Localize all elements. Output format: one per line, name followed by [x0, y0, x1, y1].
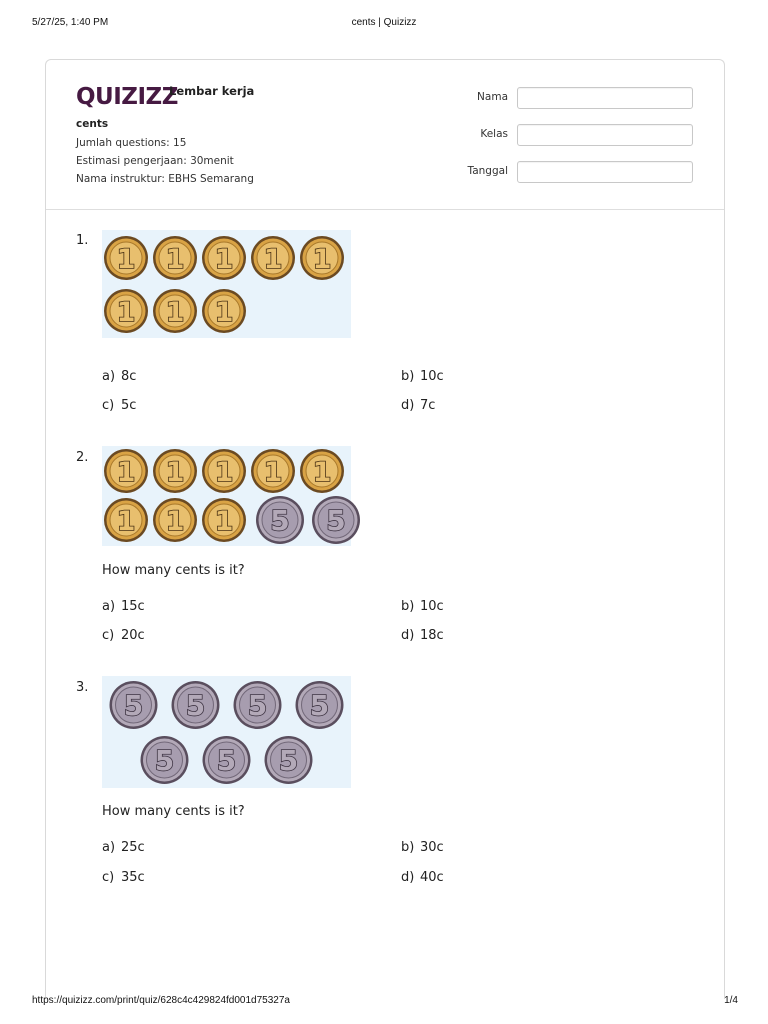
option-letter: b) — [401, 369, 415, 384]
coins-2 — [102, 446, 351, 546]
coin-1-cent — [104, 449, 148, 493]
coin-1-cent — [300, 449, 344, 493]
question-3-option-a[interactable] — [102, 840, 145, 855]
question-1-option-c[interactable] — [102, 398, 136, 413]
option-text: 18c — [420, 628, 444, 643]
svg-text:1: 1 — [116, 457, 136, 488]
svg-text:5: 5 — [309, 689, 330, 722]
question-1-option-b[interactable] — [401, 369, 444, 384]
svg-text:5: 5 — [154, 744, 175, 777]
date-input[interactable] — [517, 161, 693, 183]
option-letter: c) — [102, 398, 115, 413]
coins-3 — [102, 676, 351, 788]
svg-text:1: 1 — [214, 457, 234, 488]
option-letter: a) — [102, 599, 116, 614]
option-text: 10c — [420, 599, 444, 614]
coin-1-cent — [153, 289, 197, 333]
coin-1-cent — [202, 289, 246, 333]
option-letter: c) — [102, 870, 115, 885]
coin-5-cent — [110, 681, 158, 729]
svg-text:1: 1 — [116, 244, 136, 275]
class-input[interactable] — [517, 124, 693, 146]
question-1-option-a[interactable] — [102, 369, 136, 384]
svg-text:5: 5 — [185, 689, 206, 722]
question-2-option-d[interactable] — [401, 628, 444, 643]
option-text: 5c — [121, 398, 137, 413]
option-text: 7c — [420, 398, 436, 413]
print-header — [0, 17, 768, 31]
option-text: 15c — [121, 599, 145, 614]
question-1-option-d[interactable] — [401, 398, 435, 413]
question-3-option-d[interactable] — [401, 870, 444, 885]
date-label: Tanggal — [467, 165, 508, 177]
coin-1-cent — [153, 236, 197, 280]
svg-text:1: 1 — [263, 244, 283, 275]
question-2-option-c[interactable] — [102, 628, 145, 643]
coin-5-cent — [234, 681, 282, 729]
coin-5-cent — [296, 681, 344, 729]
print-title: cents | Quizizz — [351, 17, 417, 28]
coins-1 — [102, 230, 351, 338]
option-text: 25c — [121, 840, 145, 855]
question-2-option-a[interactable] — [102, 599, 145, 614]
instructor-name: Nama instruktur: EBHS Semarang — [76, 173, 254, 185]
svg-text:1: 1 — [312, 244, 332, 275]
option-letter: b) — [401, 840, 415, 855]
question-3-option-b[interactable] — [401, 840, 444, 855]
svg-text:1: 1 — [214, 297, 234, 328]
coin-1-cent — [202, 449, 246, 493]
option-letter: b) — [401, 599, 415, 614]
question-3-image — [102, 676, 351, 788]
page-number: 1/4 — [724, 995, 738, 1006]
coin-1-cent — [153, 449, 197, 493]
coin-1-cent — [251, 236, 295, 280]
coin-5-cent — [203, 736, 251, 784]
option-letter: a) — [102, 369, 116, 384]
question-1-image — [102, 230, 351, 338]
svg-text:5: 5 — [247, 689, 268, 722]
question-3-text: How many cents is it? — [102, 804, 245, 819]
print-date: 5/27/25, 1:40 PM — [32, 17, 109, 28]
svg-text:1: 1 — [312, 457, 332, 488]
question-count: Jumlah questions: 15 — [76, 137, 187, 149]
svg-text:5: 5 — [216, 744, 237, 777]
svg-text:1: 1 — [165, 457, 185, 488]
option-letter: a) — [102, 840, 116, 855]
svg-text:5: 5 — [326, 504, 346, 537]
option-letter: d) — [401, 398, 415, 413]
estimated-time: Estimasi pengerjaan: 30menit — [76, 155, 234, 167]
coin-5-cent — [141, 736, 189, 784]
svg-text:1: 1 — [165, 506, 185, 537]
question-2-option-b[interactable] — [401, 599, 444, 614]
coin-5-cent — [312, 496, 360, 544]
coin-1-cent — [104, 289, 148, 333]
option-text: 35c — [121, 870, 145, 885]
option-text: 30c — [420, 840, 444, 855]
quizizz-logo — [76, 79, 178, 110]
question-3-option-c[interactable] — [102, 870, 145, 885]
svg-text:1: 1 — [116, 297, 136, 328]
svg-text:1: 1 — [214, 244, 234, 275]
option-text: 40c — [420, 870, 444, 885]
question-3-number: 3. — [76, 680, 89, 695]
print-footer — [0, 995, 768, 1009]
svg-text:5: 5 — [123, 689, 144, 722]
coin-5-cent — [256, 496, 304, 544]
worksheet-header — [46, 60, 724, 210]
option-text: 10c — [420, 369, 444, 384]
option-text: 20c — [121, 628, 145, 643]
option-letter: d) — [401, 870, 415, 885]
coin-5-cent — [265, 736, 313, 784]
question-1-number: 1. — [76, 233, 89, 248]
question-2-number: 2. — [76, 450, 89, 465]
quiz-title: cents — [76, 118, 109, 130]
svg-text:1: 1 — [165, 297, 185, 328]
name-input[interactable] — [517, 87, 693, 109]
coin-1-cent — [202, 236, 246, 280]
svg-text:1: 1 — [214, 506, 234, 537]
coin-1-cent — [104, 236, 148, 280]
coin-1-cent — [300, 236, 344, 280]
svg-text:1: 1 — [263, 457, 283, 488]
class-label: Kelas — [480, 128, 508, 140]
svg-text:5: 5 — [278, 744, 299, 777]
coin-1-cent — [153, 498, 197, 542]
option-letter: d) — [401, 628, 415, 643]
svg-text:1: 1 — [165, 244, 185, 275]
option-text: 8c — [121, 369, 137, 384]
print-url: https://quizizz.com/print/quiz/628c4c429824fd001d75327a — [32, 995, 290, 1006]
question-2-image — [102, 446, 351, 546]
coin-1-cent — [202, 498, 246, 542]
coin-1-cent — [251, 449, 295, 493]
svg-text:1: 1 — [116, 506, 136, 537]
coin-1-cent — [104, 498, 148, 542]
svg-text:5: 5 — [270, 504, 290, 537]
name-label: Nama — [477, 91, 508, 103]
coin-5-cent — [172, 681, 220, 729]
svg-text:QUIZIZZ: QUIZIZZ — [76, 84, 178, 110]
question-2-text: How many cents is it? — [102, 563, 245, 578]
worksheet-type: Lembar kerja — [169, 84, 255, 98]
option-letter: c) — [102, 628, 115, 643]
